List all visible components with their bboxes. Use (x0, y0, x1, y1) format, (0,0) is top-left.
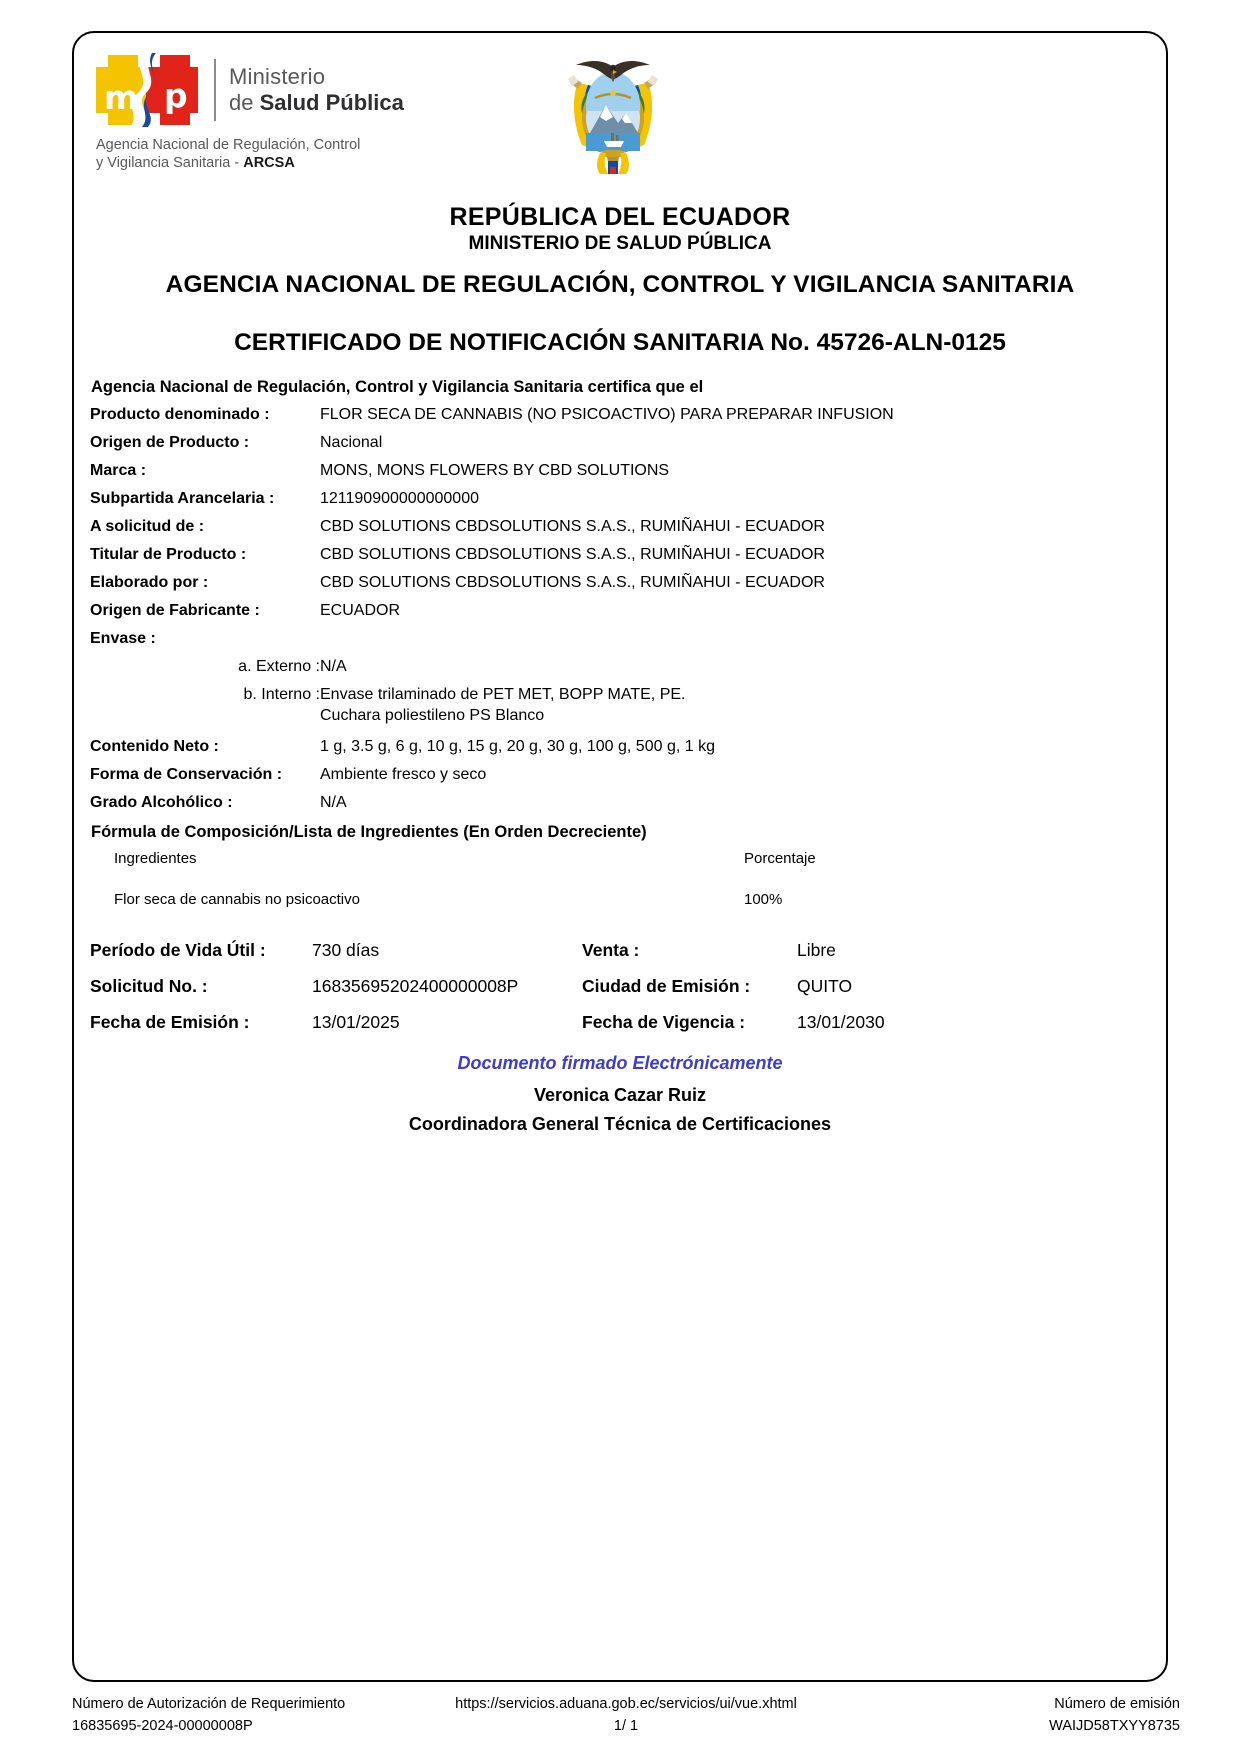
footer-emission-value: WAIJD58TXYY8735 (1049, 1718, 1180, 1735)
field-row-contenido-neto (90, 737, 1150, 765)
logo-divider (214, 59, 216, 121)
field-label-elaborado: Elaborado por : (90, 574, 209, 591)
field-value-solicitud-de: CBD SOLUTIONS CBDSOLUTIONS S.A.S., RUMIÑAHUI - ECUADOR (320, 518, 825, 535)
summary-value-emision: 13/01/2025 (312, 1012, 400, 1032)
ingredients-col-header-percentage: Porcentaje (744, 850, 816, 867)
field-row-origen-fabricante (90, 601, 1150, 629)
field-label-envase-interno: b. Interno : (243, 686, 320, 703)
certificate-sheet (72, 31, 1168, 1682)
field-row-producto (90, 405, 1150, 433)
field-label-origen-fabricante: Origen de Fabricante : (90, 602, 260, 619)
field-row-origen-producto (90, 433, 1150, 461)
field-label-producto: Producto denominado : (90, 406, 270, 423)
summary-label-vida-util: Período de Vida Útil : (90, 940, 266, 960)
field-label-titular: Titular de Producto : (90, 546, 247, 563)
summary-row-vida-util-venta (90, 940, 1150, 976)
field-row-envase-externo (90, 657, 1150, 685)
ministry-line-2-bold: Salud Pública (259, 90, 404, 115)
summary-fields-table (90, 940, 1150, 1048)
field-row-conservacion (90, 765, 1150, 793)
field-label-conservacion: Forma de Conservación : (90, 766, 283, 783)
summary-value-venta: Libre (797, 940, 836, 960)
msp-letter-p: p (164, 76, 188, 115)
ministry-line-1: Ministerio (229, 64, 326, 90)
summary-label-venta: Venta : (582, 940, 640, 960)
title-agency: AGENCIA NACIONAL DE REGULACIÓN, CONTROL Y VIGILANCIA SANITARIA (165, 271, 1075, 298)
envase-interno-line-1: Envase trilaminado de PET MET, BOPP MATE, PE. (320, 686, 686, 703)
field-value-contenido-neto: 1 g, 3.5 g, 6 g, 10 g, 15 g, 20 g, 30 g, 100 g, 500 g, 1 kg (320, 738, 715, 755)
msp-logo-block (96, 53, 426, 173)
summary-label-vigencia: Fecha de Vigencia : (582, 1012, 746, 1032)
field-label-contenido-neto: Contenido Neto : (90, 738, 219, 755)
msp-cross-logo-icon (96, 53, 204, 127)
ingredient-name: Flor seca de cannabis no psicoactivo (114, 891, 360, 908)
summary-label-solicitud: Solicitud No. : (90, 976, 208, 996)
field-label-marca: Marca : (90, 462, 147, 479)
ministry-wordmark (229, 64, 404, 116)
summary-row-emision-vigencia (90, 1012, 1150, 1048)
field-label-grado-alcoholico: Grado Alcohólico : (90, 794, 233, 811)
field-value-grado-alcoholico: N/A (320, 794, 347, 811)
field-value-envase (320, 629, 1150, 657)
field-label-envase: Envase : (90, 630, 156, 647)
field-row-elaborado (90, 573, 1150, 601)
ingredients-col-header-ingredient: Ingredientes (114, 850, 197, 867)
title-ministry: MINISTERIO DE SALUD PÚBLICA (468, 233, 772, 254)
summary-label-emision: Fecha de Emisión : (90, 1012, 250, 1032)
summary-value-vigencia: 13/01/2030 (797, 1012, 885, 1032)
field-row-subpartida (90, 489, 1150, 517)
document-header (74, 33, 1166, 183)
footer-url[interactable]: https://servicios.aduana.gob.ec/servicios/ui/vue.xhtml (455, 1696, 797, 1712)
ecuador-coat-of-arms-icon (548, 49, 678, 174)
product-fields-table (90, 405, 1150, 821)
certification-intro: Agencia Nacional de Regulación, Control y Vigilancia Sanitaria certifica que el (91, 378, 704, 396)
footer-center-column (72, 1693, 1180, 1738)
page-footer (72, 1693, 1180, 1748)
field-value-elaborado: CBD SOLUTIONS CBDSOLUTIONS S.A.S., RUMIÑAHUI - ECUADOR (320, 574, 825, 591)
summary-label-ciudad: Ciudad de Emisión : (582, 976, 751, 996)
field-value-origen-producto: Nacional (320, 434, 383, 451)
field-value-subpartida: 121190900000000000 (320, 490, 479, 507)
arcsa-line-2 (96, 154, 426, 172)
msp-logo-row (96, 53, 426, 127)
arcsa-line-1: Agencia Nacional de Regulación, Control (96, 137, 361, 153)
field-row-titular (90, 545, 1150, 573)
ministry-line-2 (229, 90, 404, 116)
field-label-solicitud-de: A solicitud de : (90, 518, 205, 535)
envase-interno-line-2: Cuchara poliestileno PS Blanco (320, 707, 545, 724)
summary-row-solicitud-ciudad (90, 976, 1150, 1012)
footer-authorization-value: 16835695-2024-00000008P (72, 1718, 253, 1735)
arcsa-subtitle (96, 136, 426, 173)
signatory-role: Coordinadora General Técnica de Certificaciones (408, 1114, 832, 1134)
title-republic: REPÚBLICA DEL ECUADOR (449, 203, 791, 231)
field-label-envase-externo: a. Externo : (238, 658, 320, 675)
certificate-body (90, 378, 1150, 1048)
field-row-solicitud-de (90, 517, 1150, 545)
formula-section-title: Fórmula de Composición/Lista de Ingredientes (En Orden Decreciente) (91, 823, 647, 841)
footer-emission-label: Número de emisión (1054, 1696, 1180, 1712)
arcsa-acronym: ARCSA (243, 155, 295, 172)
field-row-envase-interno (90, 685, 1150, 737)
msp-letter-m: m (104, 78, 139, 117)
field-row-marca (90, 461, 1150, 489)
field-value-origen-fabricante: ECUADOR (320, 602, 401, 619)
field-label-subpartida: Subpartida Arancelaria : (90, 490, 275, 507)
field-value-titular: CBD SOLUTIONS CBDSOLUTIONS S.A.S., RUMIÑAHUI - ECUADOR (320, 546, 825, 563)
electronic-signature-note: Documento firmado Electrónicamente (457, 1053, 783, 1073)
summary-value-solicitud: 16835695202400000008P (312, 976, 519, 996)
field-row-envase (90, 629, 1150, 657)
footer-page-number: 1/ 1 (613, 1718, 639, 1735)
table-row (114, 891, 1174, 936)
field-value-conservacion: Ambiente fresco y seco (320, 766, 487, 783)
field-label-origen-producto: Origen de Producto : (90, 434, 250, 451)
title-certificate: CERTIFICADO DE NOTIFICACIÓN SANITARIA No. 45726-ALN-0125 (234, 329, 1006, 356)
field-value-producto: FLOR SECA DE CANNABIS (NO PSICOACTIVO) PARA PREPARAR INFUSION (320, 406, 894, 423)
ministry-line-2-prefix: de (229, 90, 260, 115)
ingredients-header-row (114, 850, 1174, 891)
footer-authorization-label: Número de Autorización de Requerimiento (72, 1696, 346, 1712)
signature-block (74, 1053, 1166, 1135)
footer-emission-column (1049, 1693, 1180, 1738)
ingredients-table (114, 850, 1174, 936)
ingredient-percentage: 100% (744, 891, 783, 908)
field-row-grado-alcoholico (90, 793, 1150, 821)
summary-value-vida-util: 730 días (312, 940, 380, 960)
field-value-envase-externo: N/A (320, 658, 347, 675)
field-value-marca: MONS, MONS FLOWERS BY CBD SOLUTIONS (320, 462, 670, 479)
signatory-name: Veronica Cazar Ruiz (533, 1085, 707, 1105)
summary-value-ciudad: QUITO (797, 976, 853, 996)
field-value-envase-interno (320, 685, 1150, 737)
arcsa-line-2-prefix: y Vigilancia Sanitaria - (96, 155, 244, 172)
